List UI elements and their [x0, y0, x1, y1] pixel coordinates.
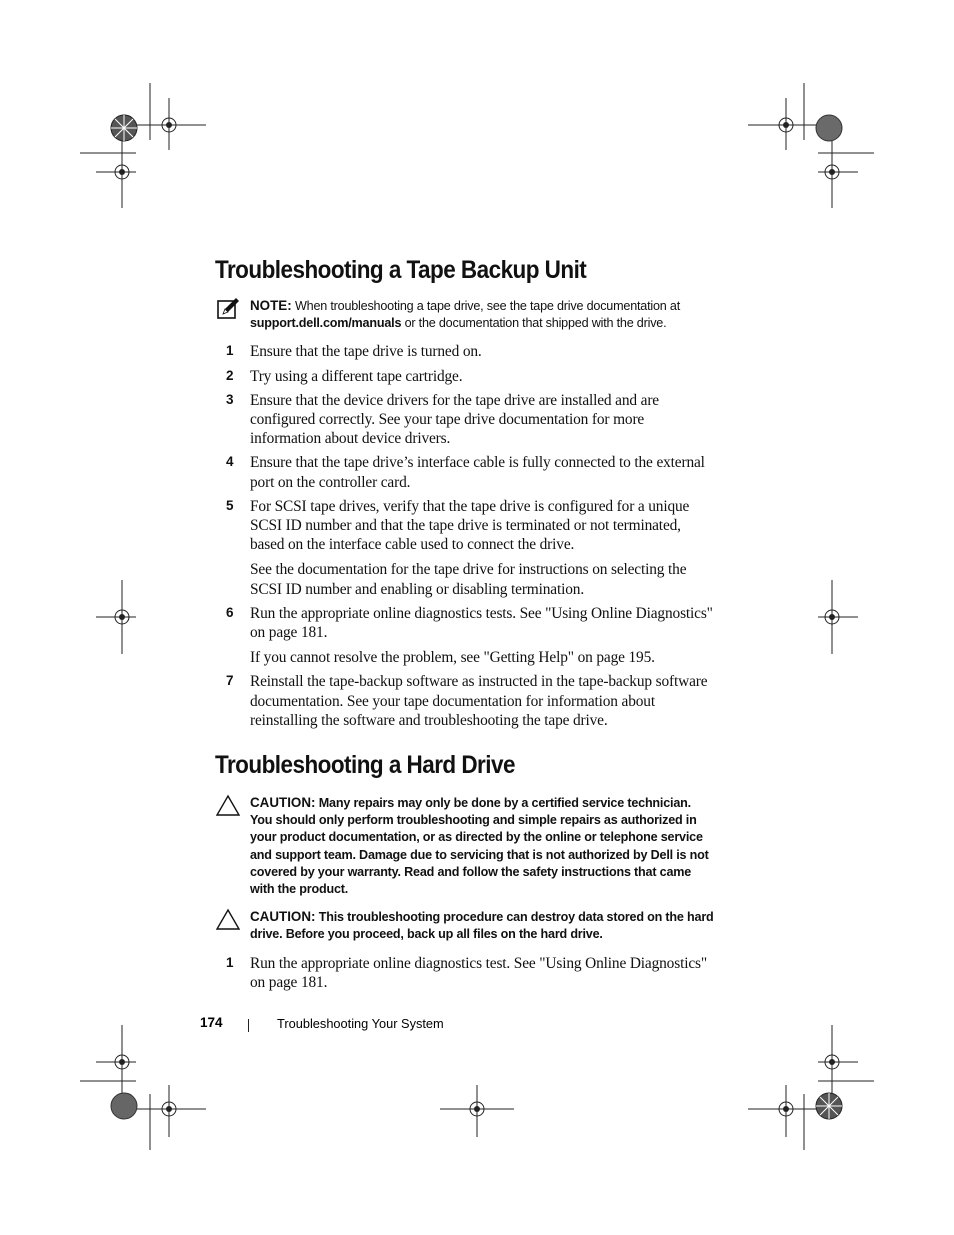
- note-text: NOTE: When troubleshooting a tape drive, see the tape drive documentation at support.dell.com/manuals or the documentation that shipped with the drive.: [250, 298, 681, 331]
- footer-section-title: Troubleshooting Your System: [277, 1016, 444, 1031]
- list-item: 4 Ensure that the tape drive’s interface cable is fully connected to the external port on the controller card.: [226, 454, 705, 491]
- support-link[interactable]: support.dell.com/manuals: [250, 316, 402, 331]
- list-item: 3 Ensure that the device drivers for the tape drive are installed and are configured correctly. See your tape drive documentation for more information about device drivers.: [226, 391, 659, 448]
- caution-label: CAUTION:: [250, 795, 316, 811]
- list-item: 1 Ensure that the tape drive is turned on.: [226, 343, 482, 361]
- section-title-tape: Troubleshooting a Tape Backup Unit: [215, 256, 587, 284]
- caution-triangle-icon: [216, 794, 240, 818]
- caution: CAUTION: Many repairs may only be done by a certified service technician. You should only perform troubleshooting and simple repairs as authorized in your product documentation, or as directed by the online or telephone service and support team. Damage due to servicing that is not authorized by Dell is not covered by your warranty. Read and follow the safety instructions that came with the product.: [215, 794, 715, 898]
- list-item: 5 For SCSI tape drives, verify that the tape drive is configured for a unique SCSI ID number and that the tape drive is terminated or not terminated, based on the interface cable used to connect the drive. See the documentation for the tape drive for instructions on selecting the SCSI ID number and enabling or disabling termination.: [226, 497, 690, 598]
- page-content: [215, 255, 715, 997]
- tape-steps: [215, 342, 715, 730]
- footer-divider: [248, 1019, 249, 1032]
- note-label: NOTE:: [250, 298, 292, 313]
- section-title-hard-drive: Troubleshooting a Hard Drive: [215, 751, 515, 780]
- pencil-note-icon: [216, 297, 240, 321]
- list-item: 7 Reinstall the tape-backup software as instructed in the tape-backup software documentation. See your tape documentation for information about reinstalling the software and troubleshooting the tape drive.: [226, 673, 708, 729]
- hard-drive-steps: [215, 954, 715, 992]
- caution-label: CAUTION:: [250, 909, 316, 925]
- list-item: 1 Run the appropriate online diagnostics test. See "Using Online Diagnostics" on page 181.: [226, 954, 707, 991]
- page-number: 174: [200, 1015, 223, 1030]
- caution: CAUTION: This troubleshooting procedure can destroy data stored on the hard drive. Before you proceed, back up all files on the hard drive.: [215, 908, 715, 943]
- note: [215, 297, 715, 332]
- caution-triangle-icon: [216, 908, 240, 932]
- list-item: 2 Try using a different tape cartridge.: [226, 367, 463, 385]
- list-item: 6 Run the appropriate online diagnostics tests. See "Using Online Diagnostics" on page 181. If you cannot resolve the problem, see "Getting Help" on page 195.: [226, 604, 713, 667]
